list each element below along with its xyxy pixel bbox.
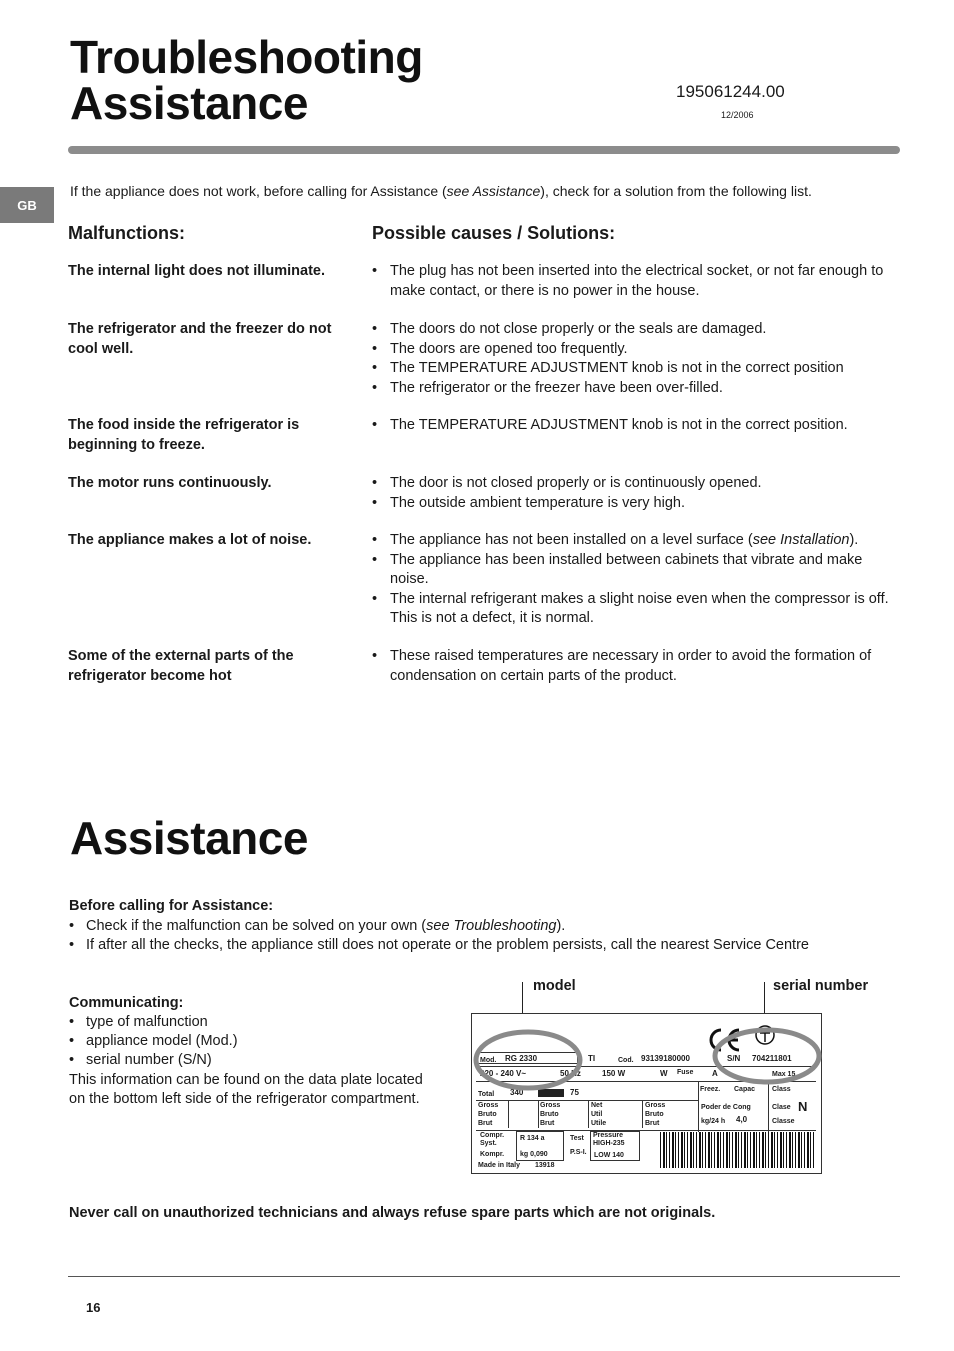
communicating-item: • type of malfunction [69, 1013, 449, 1032]
plate-text: Brut [645, 1120, 660, 1127]
plate-text: Utile [591, 1120, 607, 1127]
plate-cod-value: 93139180000 [641, 1054, 690, 1063]
model-callout-label: model [533, 978, 576, 994]
plate-kg-value: kg 0,090 [520, 1151, 548, 1158]
cause-item: • The outside ambient temperature is very high. [372, 494, 892, 514]
plate-class: Class [772, 1086, 791, 1093]
plate-ti: TI [588, 1054, 596, 1063]
cause-link: see Installation [752, 532, 850, 548]
warning-text: Never call on unauthorized technicians and always refuse spare parts which are not originals. [69, 1205, 716, 1221]
plate-star-value: 75 [570, 1088, 579, 1097]
intro-link: see Assistance [446, 183, 541, 199]
before-calling-item-1 [69, 917, 899, 936]
plate-capacity-value: 4,0 [736, 1115, 748, 1124]
serial-callout-label: serial number [773, 978, 869, 994]
plate-test: Test [570, 1135, 584, 1142]
plate-sn-label: S/N [727, 1054, 741, 1063]
cause-item: • The doors do not close properly or the seals are damaged. [372, 320, 892, 340]
title-line-2: Assistance [70, 77, 308, 129]
plate-text: Brut [540, 1120, 555, 1127]
plate-poder: Poder de Cong [701, 1104, 751, 1111]
cause-item: • The doors are opened too frequently. [372, 340, 892, 360]
before-calling-heading: Before calling for Assistance: [69, 898, 274, 914]
cause-item: • The TEMPERATURE ADJUSTMENT knob is not in the correct position. [372, 416, 892, 436]
cause-item: • The appliance has been installed between cabinets that vibrate and make noise. [372, 551, 892, 590]
plate-kg24: kg/24 h [701, 1118, 726, 1125]
plate-watt: 150 W [602, 1069, 626, 1078]
doc-number: 195061244.00 [676, 82, 785, 101]
malfunction-1: The internal light does not illuminate. [68, 263, 325, 279]
plate-max: Max 15 [772, 1071, 796, 1078]
plate-voltage: 220 - 240 V~ [480, 1069, 527, 1078]
plate-cod-label: Cod. [618, 1057, 634, 1064]
causes-list-3 [372, 416, 892, 436]
intro-text [70, 182, 900, 200]
causes-list-1 [372, 262, 892, 301]
communicating-heading: Communicating: [69, 995, 184, 1011]
language-tab: GB [0, 187, 54, 223]
note-line: This information can be found on the data plate located [69, 1072, 423, 1088]
header-rule [68, 146, 900, 154]
causes-list-6 [372, 647, 892, 686]
footer-rule [68, 1276, 900, 1277]
data-plate [471, 1013, 822, 1174]
data-plate-note [69, 1071, 469, 1109]
page-title [70, 31, 423, 129]
page-number: 16 [86, 1300, 101, 1315]
malfunction-4: The motor runs continuously. [68, 475, 272, 491]
plate-refrigerant: R 134 a [520, 1135, 545, 1142]
plate-psi: P.S-I. [570, 1149, 587, 1156]
plate-text: Bruto [645, 1111, 664, 1118]
causes-list-5 [372, 531, 892, 629]
item-link: see Troubleshooting [426, 918, 557, 934]
communicating-list [69, 1013, 449, 1070]
communicating-item: • appliance model (Mod.) [69, 1032, 449, 1051]
plate-text: Bruto [478, 1111, 497, 1118]
plate-freez: Freez. [700, 1086, 721, 1093]
before-calling-item-2 [69, 936, 899, 955]
plate-text: Compr. [480, 1132, 505, 1139]
cause-item: • The plug has not been inserted into the electrical socket, or not far enough to make contact, or there is no power in the house. [372, 262, 892, 301]
plate-text: Bruto [540, 1111, 559, 1118]
item-text: Check if the malfunction can be solved on your own ( [86, 918, 427, 934]
before-calling-list [69, 917, 899, 955]
malfunction-2: The refrigerator and the freezer do not cool well. [68, 321, 332, 357]
malfunction-6: Some of the external parts of the refrigerator become hot [68, 648, 294, 684]
plate-total: Total [478, 1091, 495, 1098]
plate-text: Gross [645, 1102, 666, 1109]
plate-text: Pressure [593, 1132, 623, 1139]
intro-before: If the appliance does not work, before calling for Assistance ( [70, 183, 447, 199]
plate-made-code: 13918 [535, 1162, 555, 1169]
plate-kompr: Kompr. [480, 1151, 505, 1158]
plate-w2: W [660, 1069, 668, 1078]
cause-item: • The appliance has not been installed on a level surface (see Installation). [372, 531, 892, 551]
plate-mod-label: Mod. [480, 1057, 497, 1064]
cause-item: • The internal refrigerant makes a slight noise even when the compressor is off. This is not a defect, it is normal. [372, 590, 892, 629]
plate-text: Gross [540, 1102, 561, 1109]
plate-mod-value: RG 2330 [505, 1054, 538, 1063]
assistance-title: Assistance [70, 812, 308, 864]
note-line: on the bottom left side of the refrigerator compartment. [69, 1091, 420, 1107]
plate-total-value: 340 [510, 1088, 524, 1097]
highlight-overlay [472, 1014, 823, 1175]
plate-hz: 50 Hz [560, 1069, 581, 1078]
plate-text: Brut [478, 1120, 493, 1127]
plate-classe: Classe [772, 1118, 795, 1125]
plate-a: A [712, 1069, 718, 1078]
causes-list-2 [372, 320, 892, 398]
plate-clase: Clase [772, 1104, 791, 1111]
item-text: ). [556, 918, 566, 934]
plate-fuse: Fuse [677, 1069, 694, 1076]
title-line-1: Troubleshooting [70, 31, 423, 83]
plate-made-in: Made in Italy [478, 1162, 521, 1169]
causes-heading: Possible causes / Solutions: [372, 223, 616, 243]
plate-text: HIGH-235 [593, 1140, 625, 1147]
intro-after: ), check for a solution from the following list. [540, 183, 812, 199]
cause-item: • The TEMPERATURE ADJUSTMENT knob is not in the correct position [372, 359, 892, 379]
plate-low: LOW 140 [594, 1152, 624, 1159]
plate-sn-value: 704211801 [752, 1054, 792, 1063]
plate-text: Gross [478, 1102, 499, 1109]
plate-text: Syst. [480, 1140, 497, 1147]
cause-item: • These raised temperatures are necessary in order to avoid the formation of condensation on certain parts of the product. [372, 647, 892, 686]
plate-class-value: N [798, 1099, 808, 1114]
item-text: If after all the checks, the appliance still does not operate or the problem persists, call the nearest Service Centre [86, 937, 809, 953]
plate-text: Net [591, 1102, 603, 1109]
malfunctions-heading: Malfunctions: [68, 223, 185, 243]
malfunction-5: The appliance makes a lot of noise. [68, 532, 312, 548]
plate-text: Util [591, 1111, 603, 1118]
plate-capac: Capac [734, 1086, 756, 1093]
malfunction-3: The food inside the refrigerator is beginning to freeze. [68, 417, 300, 453]
communicating-item: • serial number (S/N) [69, 1051, 449, 1070]
cause-item: • The refrigerator or the freezer have been over-filled. [372, 379, 892, 399]
cause-item: • The door is not closed properly or is continuously opened. [372, 474, 892, 494]
doc-date: 12/2006 [721, 110, 754, 120]
causes-list-4 [372, 474, 892, 513]
